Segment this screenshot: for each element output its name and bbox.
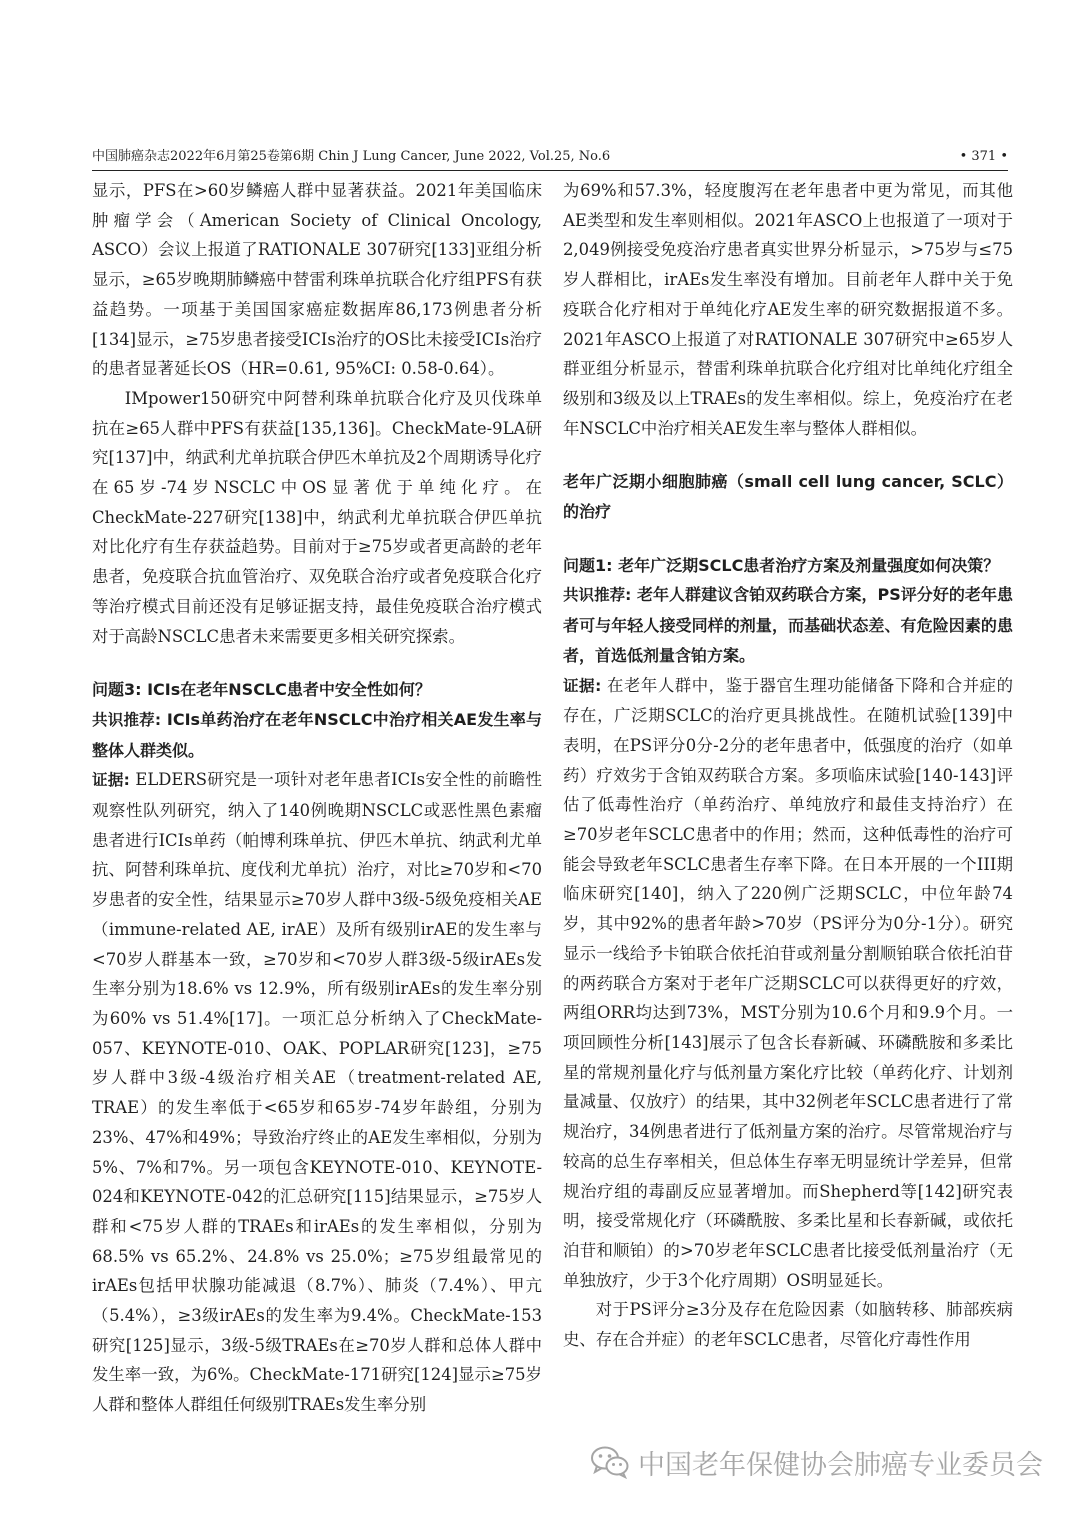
question-1-title: 问题1: 老年广泛期SCLC患者治疗方案及剂量强度如何决策？: [563, 555, 1000, 575]
watermark-text: 中国老年保健协会肺癌专业委员会: [638, 1449, 1043, 1481]
paragraph: IMpower150研究中阿替利珠单抗联合化疗及贝伐珠单抗在≥65人群中PFS有获益[135,136]。CheckMate-9LA研究[137]中，纳武利尤单抗联合伊匹木单抗及2个周期诱导化疗在65岁-74岁NSCLC中OS显著优于单纯化疗。在CheckMate-227研究[138]中，纳武利尤单抗联合伊匹单抗对比化疗有生存获益趋势。目前对于≥75岁或者更高龄的老年患者，免疫联合抗血管治疗、双免联合治疗或者免疫联合化疗等治疗模式目前还没有足够证据支持，最佳免疫联合治疗模式对于高龄NSCLC患者未来需要更多相关研究探索。: [92, 388, 542, 646]
consensus-recommendation: [563, 580, 1013, 670]
question-3-title: 问题3: ICIs在老年NSCLC患者中安全性如何？: [92, 680, 431, 700]
watermark: [590, 1442, 1043, 1482]
consensus-recommendation: [92, 705, 542, 765]
running-header: [92, 148, 1008, 171]
journal-citation: 中国肺癌杂志2022年6月第25卷第6期 Chin J Lung Cancer, June 2022, Vol.25, No.6: [92, 149, 611, 164]
wechat-icon: [590, 1445, 630, 1479]
recommendation-text: ICIs单药治疗在老年NSCLC中治疗相关AE发生率与整体人群类似。: [92, 709, 542, 760]
evidence-label: 证据:: [563, 676, 602, 695]
evidence-text: ELDERS研究是一项针对老年患者ICIs安全性的前瞻性观察性队列研究，纳入了140例晚期NSCLC或恶性黑色素瘤患者进行ICIs单药（帕博利珠单抗、伊匹木单抗、纳武利尤单抗、阿替利珠单抗、度伐利尤单抗）治疗，对比≥70岁和<70岁患者的安全性，结果显示≥70岁人群中3级-5级免疫相关AE（immune-related AE, irAE）及所有级别irAE的发生率与<70岁人群基本一致，≥70岁和<70岁人群3级-5级irAEs发生率分别为18.6% vs 12.9%，所有级别irAEs的发生率分别为60% vs 51.4%[17]。一项汇总分析纳入了CheckMate-057、KEYNOTE-010、OAK、POPLAR研究[123]，≥75岁人群中3级-4级治疗相关AE（treatment-related AE, TRAE）的发生率低于<65岁和65岁-74岁年龄组，分别为23%、47%和49%；导致治疗终止的AE发生率相似，分别为5%、7%和7%。另一项包含KEYNOTE-010、KEYNOTE-024和KEYNOTE-042的汇总研究[115]结果显示，≥75岁人群和<75岁人群的TRAEs和irAEs的发生率相似，分别为68.5% vs 65.2%、24.8% vs 25.0%；≥75岁组最常见的irAEs包括甲状腺功能减退（8.7%）、肺炎（7.4%）、甲亢（5.4%），≥3级irAEs的发生率为9.4%。CheckMate-153研究[125]显示，3级-5级TRAEs在≥70岁人群和总体人群中发生率一致，为6%。CheckMate-171研究[124]显示≥75岁人群和整体人群组任何级别TRAEs发生率分别: [92, 770, 543, 1415]
page-number: • 371 •: [959, 149, 1008, 164]
right-column: [563, 176, 1013, 1355]
paragraph: 为69%和57.3%，轻度腹泻在老年患者中更为常见，而其他AE类型和发生率则相似。2021年ASCO上也报道了一项对于2,049例接受免疫治疗患者真实世界分析显示，>75岁与≤75岁人群相比，irAEs发生率没有增加。目前老年人群中关于免疫联合化疗相对于单纯化疗AE发生率的研究数据报道不多。2021年ASCO上报道了对RATIONALE 307研究中≥65岁人群亚组分析显示，替雷利珠单抗联合化疗组对比单纯化疗组全级别和3级及以上TRAEs的发生率相似。综上，免疫治疗在老年NSCLC中治疗相关AE发生率与整体人群相似。: [563, 181, 1013, 438]
evidence-paragraph: [563, 671, 1013, 1296]
recommendation-label: 共识推荐:: [92, 710, 162, 729]
left-column: [92, 176, 542, 1420]
paragraph: 显示，PFS在>60岁鳞癌人群中显著获益。2021年美国临床肿瘤学会（American Society of Clinical Oncology, ASCO）会议上报道了RATIONALE 307研究[133]亚组分析显示，≥65岁晚期肺鳞癌中替雷利珠单抗联合化疗组PFS有获益趋势。一项基于美国国家癌症数据库86,173例患者分析[134]显示，≥75岁患者接受ICIs治疗的OS比未接受ICIs治疗的患者显著延长OS（HR=0.61, 95%CI: 0.58-0.64）。: [92, 181, 542, 379]
section-title: 老年广泛期小细胞肺癌（small cell lung cancer, SCLC）的治疗: [563, 472, 1013, 522]
recommendation-label: 共识推荐:: [563, 586, 632, 605]
evidence-paragraph: [92, 765, 542, 1419]
evidence-label: 证据:: [92, 771, 130, 790]
recommendation-text: 老年人群建议含铂双药联合方案，PS评分好的老年患者可与年轻人接受同样的剂量，而基础状态差、有危险因素的患者，首选低剂量含铂方案。: [563, 585, 1013, 665]
evidence-text: 在老年人群中，鉴于器官生理功能储备下降和合并症的存在，广泛期SCLC的治疗更具挑战性。在随机试验[139]中表明，在PS评分0分-2分的老年患者中，低强度的治疗（如单药）疗效劣于含铂双药联合方案。多项临床试验[140-143]评估了低毒性治疗（单药治疗、单纯放疗和最佳支持治疗）在≥70岁老年SCLC患者中的作用；然而，这种低毒性的治疗可能会导致老年SCLC患者生存率下降。在日本开展的一个III期临床研究[140]，纳入了220例广泛期SCLC，中位年龄74岁，其中92%的患者年龄>70岁（PS评分为0分-1分）。研究显示一线给予卡铂联合依托泊苷或剂量分割顺铂联合依托泊苷的两药联合方案对于老年广泛期SCLC可以获得更好的疗效，两组ORR均达到73%，MST分别为10.6个月和9.9个月。一项回顾性分析[143]展示了包含长春新碱、环磷酰胺和多柔比星的常规剂量化疗与低剂量方案化疗比较（单药化疗、计划剂量减量、仅放疗）的结果，其中32例老年SCLC患者进行了常规治疗，34例患者进行了低剂量方案的治疗。尽管常规治疗与较高的总生存率相关，但总体生存率无明显统计学差异，但常规治疗组的毒副反应显著增加。而Shepherd等[142]研究表明，接受常规化疗（环磷酰胺、多柔比星和长春新碱，或依托泊苷和顺铂）的>70岁老年SCLC患者比接受低剂量治疗（无单独放疗，少于3个化疗周期）OS明显延长。: [563, 675, 1013, 1290]
paragraph: 对于PS评分≥3分及存在危险因素（如脑转移、肺部疾病史、存在合并症）的老年SCLC患者，尽管化疗毒性作用: [563, 1300, 1013, 1350]
